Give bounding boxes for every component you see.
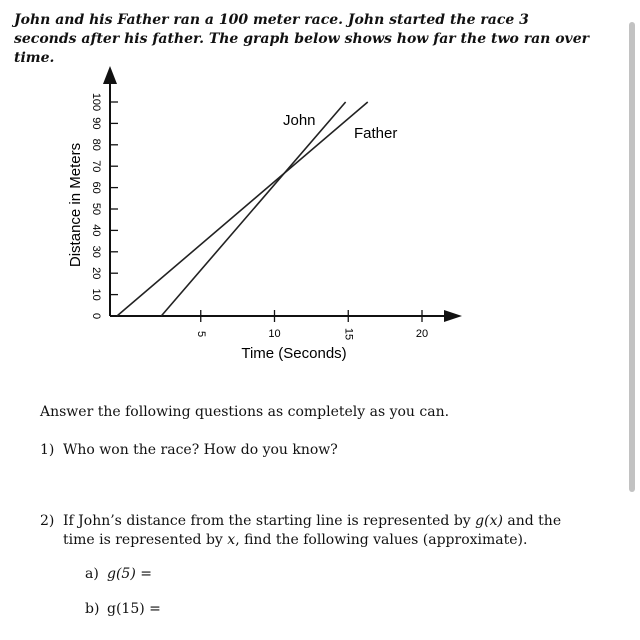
question-2-text-a: If John’s distance from the starting line is represented by (63, 513, 476, 529)
x-tick-label: 15 (342, 327, 355, 341)
x-notation: x (227, 532, 236, 548)
series-label-father: Father (354, 125, 398, 142)
y-tick-label: 10 (90, 288, 103, 301)
y-tick-label: 20 (90, 267, 103, 280)
gx-notation: g(x) (475, 513, 503, 529)
y-tick-label: 90 (90, 117, 103, 130)
series-john (161, 102, 345, 316)
y-tick-label: 30 (90, 245, 103, 258)
scrollbar[interactable] (629, 22, 635, 492)
chart-labels (67, 112, 397, 362)
y-axis-title: Distance in Meters (66, 142, 84, 268)
question-2b-text: g(15) = (107, 601, 161, 617)
x-tick-label: 10 (268, 327, 281, 340)
question-1 (40, 441, 563, 460)
question-2-text (63, 512, 563, 550)
question-2a-letter: a) (85, 566, 99, 582)
series-line-father (117, 102, 368, 316)
question-2a (85, 566, 152, 582)
x-axis-title: Time (Seconds) (241, 345, 347, 362)
question-2-number: 2) (40, 513, 55, 529)
question-2b-letter: b) (85, 601, 100, 617)
y-tick-label: 80 (90, 138, 103, 151)
y-tick-label: 70 (90, 160, 103, 173)
series-label-john: John (283, 112, 316, 129)
question-2b (85, 601, 161, 617)
y-tick-label: 0 (90, 312, 103, 320)
x-tick-label: 20 (415, 327, 429, 340)
intro-paragraph: John and his Father ran a 100 meter race. John started the race 3 seconds after his father. The graph below shows how far the two ran over time. (14, 12, 589, 66)
answer-instructions: Answer the following questions as completely as you can. (40, 404, 450, 420)
chart-axes (103, 66, 462, 322)
question-1-text: Who won the race? How do you know? (63, 442, 338, 458)
question-2 (40, 512, 563, 550)
chart-series (117, 102, 368, 316)
y-tick-label: 100 (90, 92, 103, 112)
x-tick-label: 5 (194, 330, 207, 338)
question-2a-text: g(5) = (107, 566, 152, 582)
question-1-number: 1) (40, 442, 55, 458)
y-tick-label: 40 (90, 224, 103, 237)
series-line-john (161, 102, 345, 316)
question-2-text-b: and the time is represented by (63, 513, 562, 548)
question-2-text-c: , find the following values (approximate). (235, 532, 528, 548)
y-tick-label: 60 (90, 181, 103, 194)
y-tick-label: 50 (90, 202, 103, 216)
y-axis-arrow (103, 66, 117, 84)
series-father (117, 102, 368, 316)
x-axis-arrow (444, 310, 462, 322)
